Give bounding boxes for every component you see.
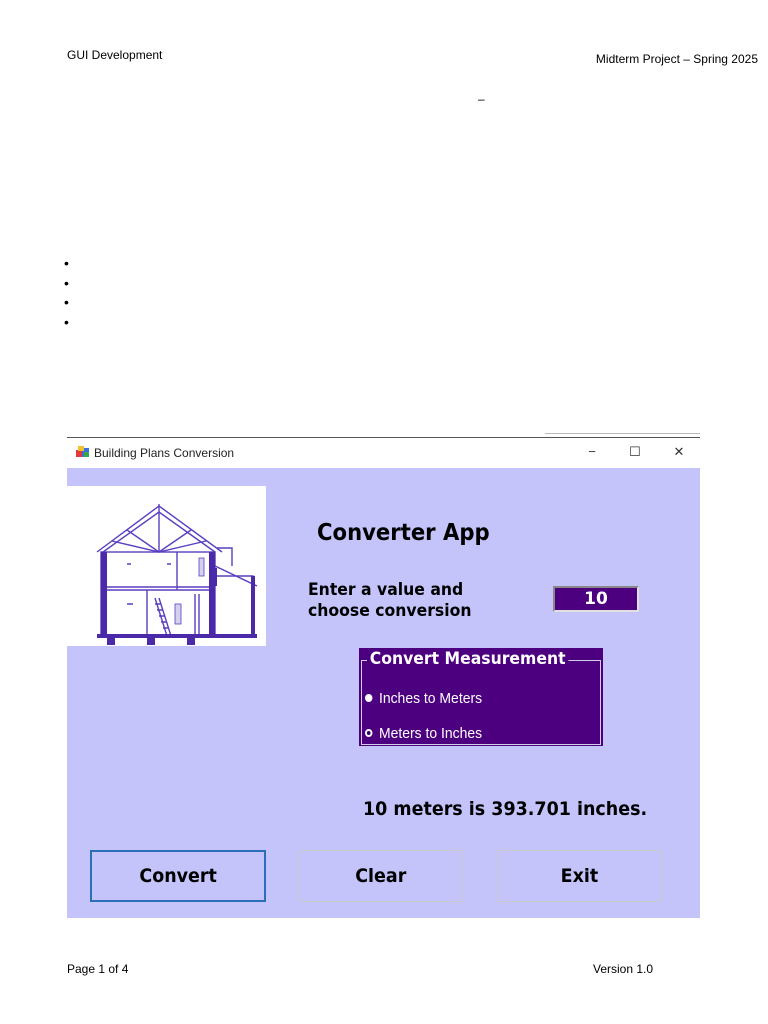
bullet-item: • <box>64 313 69 330</box>
exit-button-label: Exit <box>560 865 599 887</box>
radio-meters-to-inches[interactable] <box>365 725 482 742</box>
convert-button-label: Convert <box>139 865 217 887</box>
minimize-button[interactable]: − <box>588 444 596 459</box>
group-title: Convert Measurement <box>367 649 568 669</box>
form-client-area <box>67 468 700 918</box>
maximize-button[interactable]: ☐ <box>629 444 641 459</box>
exit-button[interactable] <box>498 850 661 902</box>
bullet-item: • <box>64 294 69 310</box>
window-titlebar[interactable] <box>67 438 700 468</box>
app-title: Converter App <box>317 520 490 546</box>
house-cross-section-image <box>67 486 266 646</box>
result-label: 10 meters is 393.701 inches. <box>363 798 648 820</box>
document-footer-right: Version 1.0 <box>593 962 654 976</box>
app-window <box>67 438 700 918</box>
bullet-item: • <box>64 255 69 271</box>
document-footer-left: Page 1 of 4 <box>67 962 129 976</box>
radio-unselected-icon <box>365 694 372 702</box>
house-drawing <box>67 486 266 646</box>
stray-dash: – <box>478 92 485 106</box>
bullet-list <box>64 254 69 332</box>
window-title: Building Plans Conversion <box>94 446 235 460</box>
value-prompt-label <box>308 580 471 622</box>
radio-inches-to-meters[interactable] <box>365 690 482 707</box>
convert-button[interactable] <box>90 850 266 902</box>
value-input[interactable]: 10 <box>553 586 639 612</box>
close-button[interactable]: ✕ <box>673 444 685 459</box>
clear-button[interactable] <box>299 850 462 902</box>
bullet-item: • <box>64 274 69 291</box>
document-header-right: Midterm Project – Spring 2025 <box>595 52 758 66</box>
radio-label: Meters to Inches <box>378 725 483 742</box>
prompt-line: choose conversion <box>308 601 472 621</box>
radio-label: Inches to Meters <box>378 690 483 707</box>
clear-button-label: Clear <box>354 865 407 887</box>
convert-measurement-group <box>359 648 603 746</box>
prompt-line: Enter a value and <box>308 580 464 600</box>
radio-selected-icon <box>365 729 372 737</box>
app-form-icon <box>76 446 90 458</box>
document-header-left: GUI Development <box>67 48 163 62</box>
divider-line <box>545 433 700 434</box>
